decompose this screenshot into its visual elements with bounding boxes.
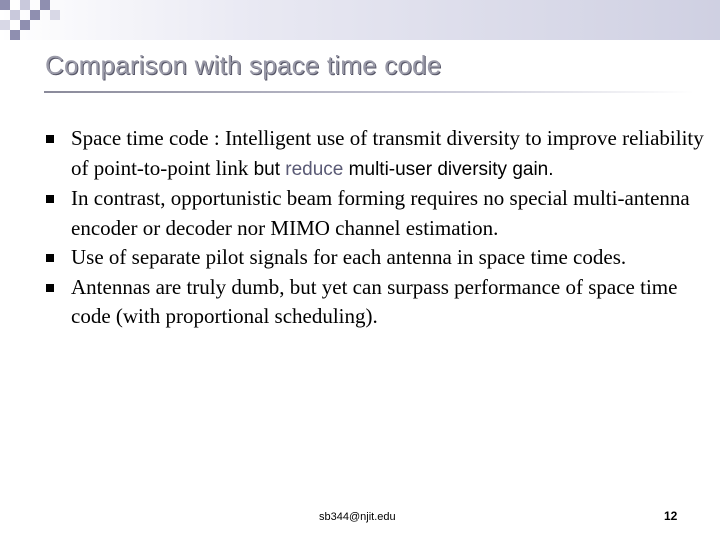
checker-square (10, 10, 20, 20)
square-bullet-icon (46, 195, 54, 203)
bullet-text-highlight: reduce (285, 158, 344, 180)
checker-square (20, 0, 30, 10)
slide-title: Comparison with space time code (45, 50, 442, 80)
square-bullet-icon (46, 254, 54, 262)
checker-square (0, 20, 10, 30)
bullet-item (46, 273, 706, 332)
bullet-text: Antennas are truly dumb, but yet can surpass performance of space time code (with proportional scheduling). (71, 274, 678, 328)
corner-decoration (0, 0, 60, 40)
page-number: 12 (664, 509, 678, 523)
checker-square (30, 10, 40, 20)
checker-square (40, 0, 50, 10)
bullet-text-sans: multi-user diversity gain. (343, 158, 554, 180)
header-band (0, 0, 720, 40)
bullet-item (46, 124, 706, 184)
checker-square (50, 10, 60, 20)
title-underline (44, 91, 694, 93)
bullet-text: Use of separate pilot signals for each antenna in space time codes. (71, 245, 627, 269)
square-bullet-icon (46, 284, 54, 292)
bullet-item (46, 243, 706, 273)
bullet-text: In contrast, opportunistic beam forming requires no special multi-antenna encoder or decoder nor MIMO channel estimation. (71, 186, 690, 240)
checker-square (0, 0, 10, 10)
footer-email: sb344@njit.edu (319, 511, 396, 523)
bullet-list (46, 124, 706, 332)
bullet-text-sans: but (253, 158, 286, 180)
checker-square (10, 30, 20, 40)
bullet-item (46, 184, 706, 243)
square-bullet-icon (46, 135, 54, 143)
checker-square (20, 20, 30, 30)
bullet-text-serif: Space time code : Intelligent use of transmit diversity to improve reliability of point-to-point link (71, 126, 704, 180)
